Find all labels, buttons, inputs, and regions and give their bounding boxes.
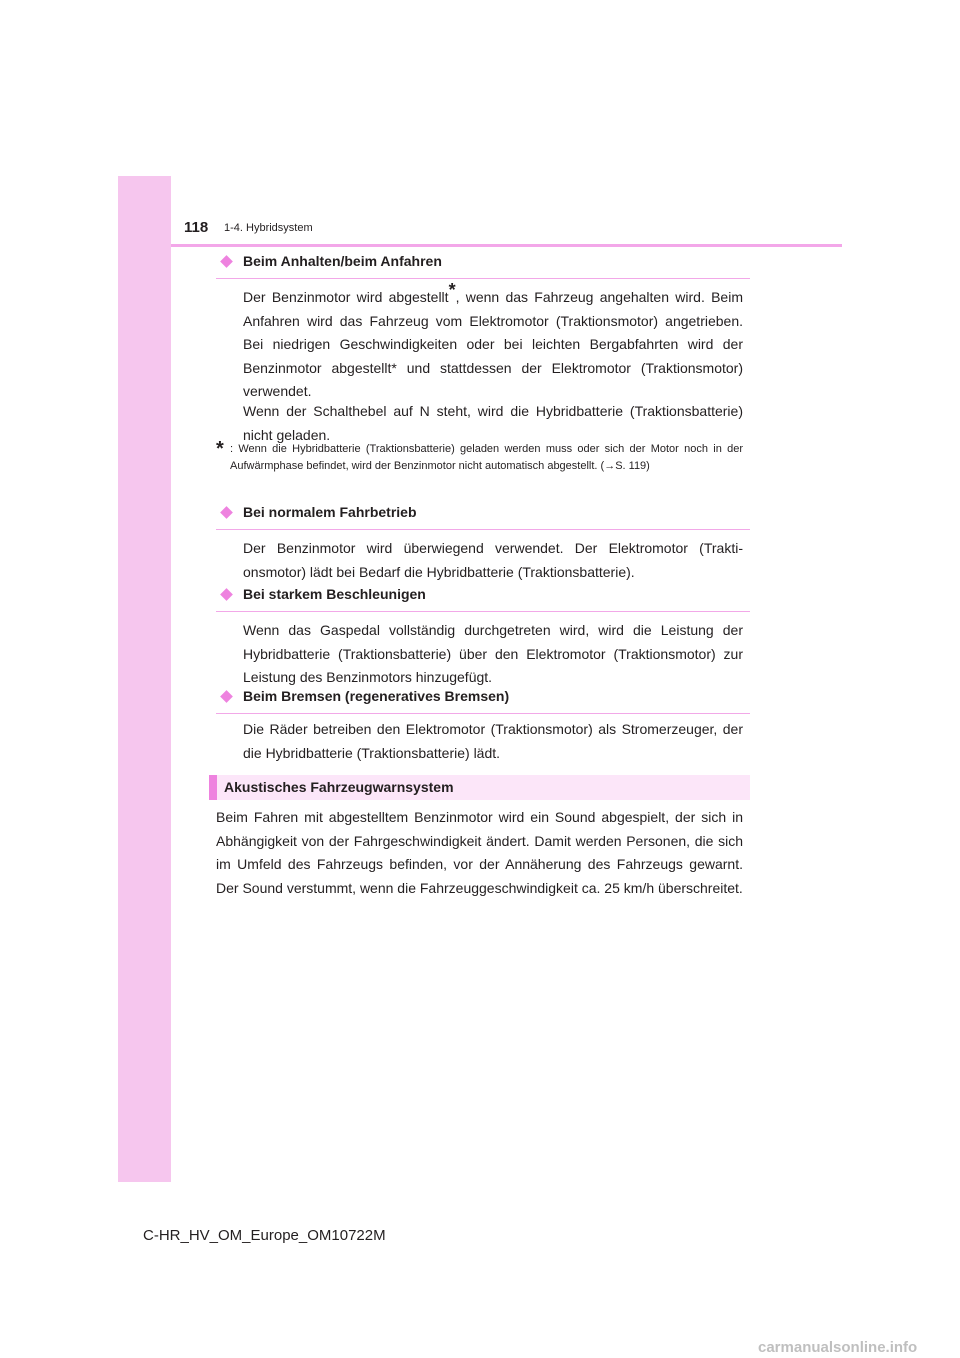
subheading-normal-driving [216, 505, 750, 530]
stopping-paragraph [243, 280, 743, 404]
diamond-bullet-icon [220, 255, 233, 268]
section-heading-warning-system [209, 775, 750, 800]
subheading-braking [216, 689, 750, 714]
diamond-bullet-icon [220, 506, 233, 519]
footnote-star: * [216, 438, 224, 460]
subheading-acceleration [216, 587, 750, 612]
subheading-title: Beim Bremsen (regeneratives Bremsen) [243, 688, 510, 704]
subheading-title: Bei normalem Fahrbetrieb [243, 504, 417, 520]
subheading-title: Beim Anhalten/beim Anfahren [243, 253, 442, 269]
document-code: C-HR_HV_OM_Europe_OM10722M [143, 1227, 386, 1244]
section-accent-bar [209, 775, 217, 800]
subheading-stopping [216, 254, 750, 279]
text-span: Der Benzinmotor wird abgestellt [243, 289, 449, 305]
subheading-title: Bei starkem Beschleunigen [243, 586, 426, 602]
text-span: , wenn das Fahrzeug angehalten wird. Beim Anfahren wird das Fahrzeug vom Elektromotor (Traktionsmotor) angetrieben. Bei niedrigen Geschwindigkeiten oder bei leichten Bergabfahrten wird der Benzinmotor abgestellt* und stattdessen der Elektromotor (Traktionsmotor) verwendet. [243, 289, 743, 399]
header-divider [171, 244, 842, 247]
section-reference: 1-4. Hybridsystem [224, 222, 313, 234]
acceleration-paragraph: Wenn das Gaspedal vollständig durchgetreten wird, wird die Leistung der Hybridbatterie (Traktionsbatterie) über den Elektromotor (Traktionsmotor) zur Leistung des Benzinmotors hinzugefügt. [243, 622, 743, 685]
braking-paragraph: Die Räder betreiben den Elektromotor (Traktionsmotor) als Stromerzeuger, der die Hybridbatterie (Traktionsbatterie) lädt. [243, 721, 743, 761]
diamond-bullet-icon [220, 690, 233, 703]
diamond-bullet-icon [220, 588, 233, 601]
warning-system-paragraph: Beim Fahren mit abgestelltem Benzinmotor wird ein Sound abgespielt, der sich in Abhängigkeit von der Fahrgeschwindigkeit ändert. Damit werden Personen, die sich im Umfeld des Fahrzeugs befinden, vor der Annäherung des Fahrzeugs gewarnt. Der Sound verstummt, wenn die Fahrzeuggeschwindigkeit ca. 25 km/h überschreitet. [216, 809, 743, 896]
footnote-text: : Wenn die Hybridbatterie (Traktionsbatterie) geladen werden muss oder sich der Motor noch in der Aufwärmphase befindet, wird der Benzinmotor nicht automatisch abgestellt. (→S. 119) [230, 443, 743, 472]
page-number: 118 [184, 219, 209, 236]
neutral-gear-paragraph: Wenn der Schalthebel auf N steht, wird die Hybridbatterie (Traktionsbatterie) nicht geladen. [243, 403, 743, 443]
sidebar-tab [118, 176, 171, 1182]
watermark: carmanualsonline.info [758, 1339, 918, 1356]
footnote-marker: * [448, 280, 456, 300]
section-title: Akustisches Fahrzeugwarnsystem [224, 779, 454, 795]
normal-driving-paragraph: Der Benzinmotor wird überwiegend verwendet. Der Elektromotor (Traktionsmotor) lädt bei Bedarf die Hybridbatterie (Traktionsbatterie). [243, 540, 743, 580]
